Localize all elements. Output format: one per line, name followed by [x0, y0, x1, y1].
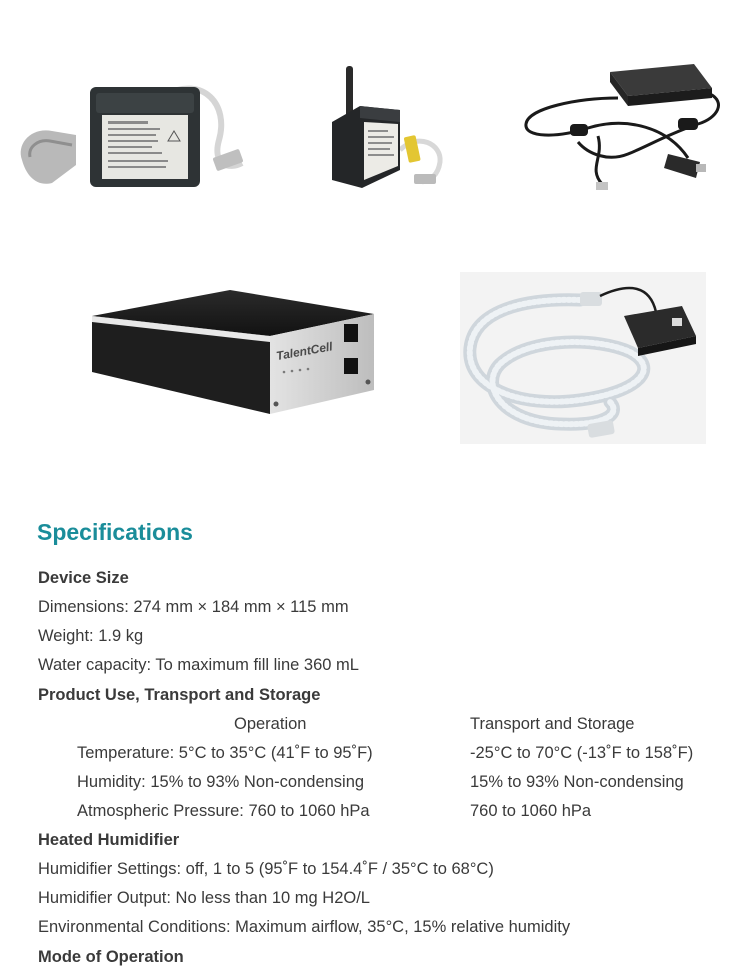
power-adapter-car-cable-photo [518, 58, 730, 198]
weight-text: Weight: 1.9 kg [38, 627, 144, 645]
operation-column-header: Operation [234, 715, 307, 733]
pressure-storage-text: 760 to 1060 hPa [470, 802, 592, 820]
battery-module-with-antenna-photo [322, 62, 464, 194]
talentcell-battery-box-photo [80, 286, 390, 426]
transport-storage-column-header: Transport and Storage [470, 715, 635, 733]
talentcell-brand-text: TalentCell [275, 339, 334, 364]
product-use-subheading: Product Use, Transport and Storage [38, 686, 321, 704]
battery-module-with-cable-photo [14, 65, 254, 205]
pressure-operation-text: Atmospheric Pressure: 760 to 1060 hPa [77, 802, 370, 820]
heated-tube-photo [460, 272, 706, 444]
water-capacity-text: Water capacity: To maximum fill line 360 mL [38, 656, 359, 674]
humidifier-output-text: Humidifier Output: No less than 10 mg H2O/L [38, 889, 370, 907]
mode-of-operation-subheading: Mode of Operation [38, 948, 184, 966]
humidity-operation-text: Humidity: 15% to 93% Non-condensing [77, 773, 365, 791]
specifications-heading: Specifications [37, 519, 193, 545]
heated-humidifier-subheading: Heated Humidifier [38, 831, 180, 849]
environmental-conditions-text: Environmental Conditions: Maximum airflow, 35°C, 15% relative humidity [38, 918, 571, 936]
temperature-storage-text: -25°C to 70°C (-13˚F to 158˚F) [470, 744, 694, 762]
device-size-subheading: Device Size [38, 569, 129, 587]
temperature-operation-text: Temperature: 5°C to 35°C (41˚F to 95˚F) [77, 744, 373, 762]
dimensions-text: Dimensions: 274 mm × 184 mm × 115 mm [38, 598, 349, 616]
humidity-storage-text: 15% to 93% Non-condensing [470, 773, 684, 791]
humidifier-settings-text: Humidifier Settings: off, 1 to 5 (95˚F to 154.4˚F / 35°C to 68°C) [38, 860, 494, 878]
